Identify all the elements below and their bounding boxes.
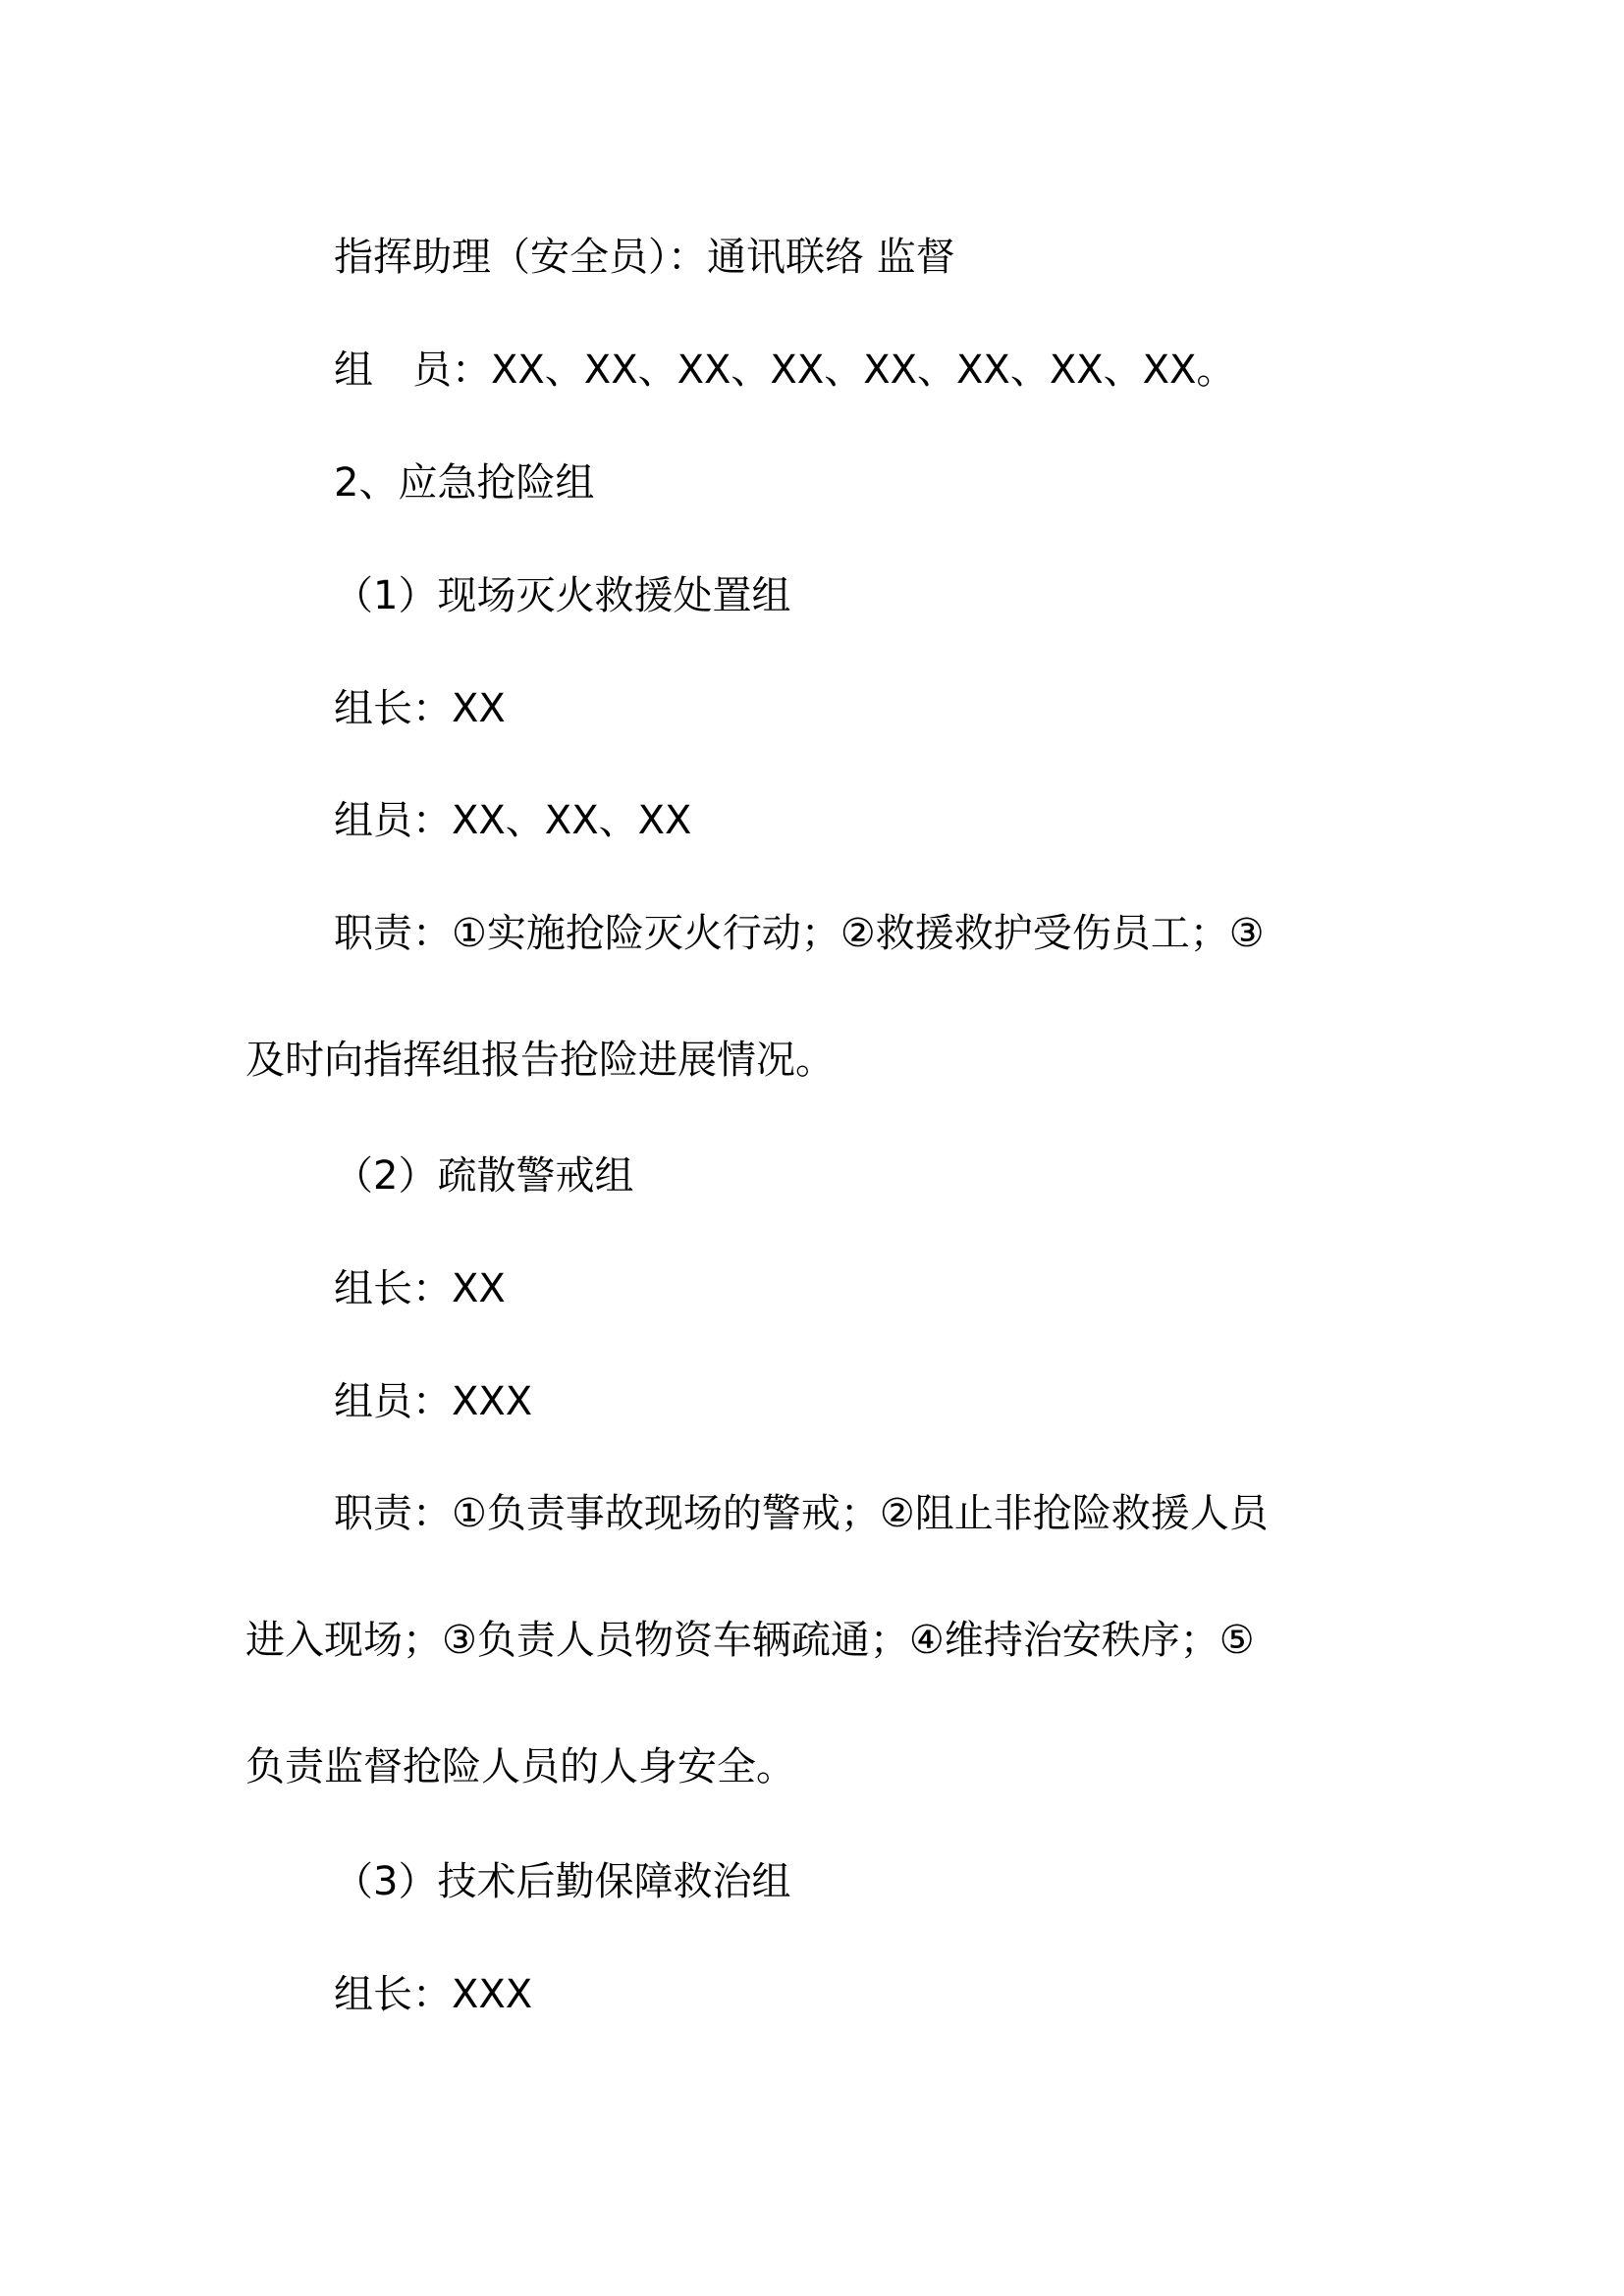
subsection-heading: （3）技术后勤保障救治组 (334, 1859, 791, 1904)
subsection-heading: （1）现场灭火救援处置组 (334, 573, 791, 618)
duties-continuation: 负责监督抢险人员的人身安全。 (245, 1744, 795, 1789)
section-heading: 2、应急抢险组 (334, 460, 595, 506)
subsection-heading: （2）疏散警戒组 (334, 1153, 634, 1199)
members-line: 组员：XX、XX、XX (334, 798, 692, 843)
duties-continuation: 及时向指挥组报告抢险进展情况。 (245, 1038, 835, 1083)
members-line: 组 员：XX、XX、XX、XX、XX、XX、XX、XX。 (334, 347, 1236, 393)
leader-line: 组长：XX (334, 1266, 506, 1311)
duties-line: 职责：①实施抢险灭火行动；②救援救护受伤员工；③ (334, 911, 1265, 956)
leader-line: 组长：XXX (334, 1972, 533, 2017)
leader-line: 组长：XX (334, 686, 506, 731)
duties-line: 职责：①负责事故现场的警戒；②阻止非抢险救援人员 (334, 1491, 1269, 1536)
duties-continuation: 进入现场；③负责人员物资车辆疏通；④维持治安秩序；⑤ (245, 1618, 1255, 1663)
members-line: 组员：XXX (334, 1379, 533, 1424)
assistant-line: 指挥助理（安全员）：通讯联络 监督 (334, 235, 955, 280)
